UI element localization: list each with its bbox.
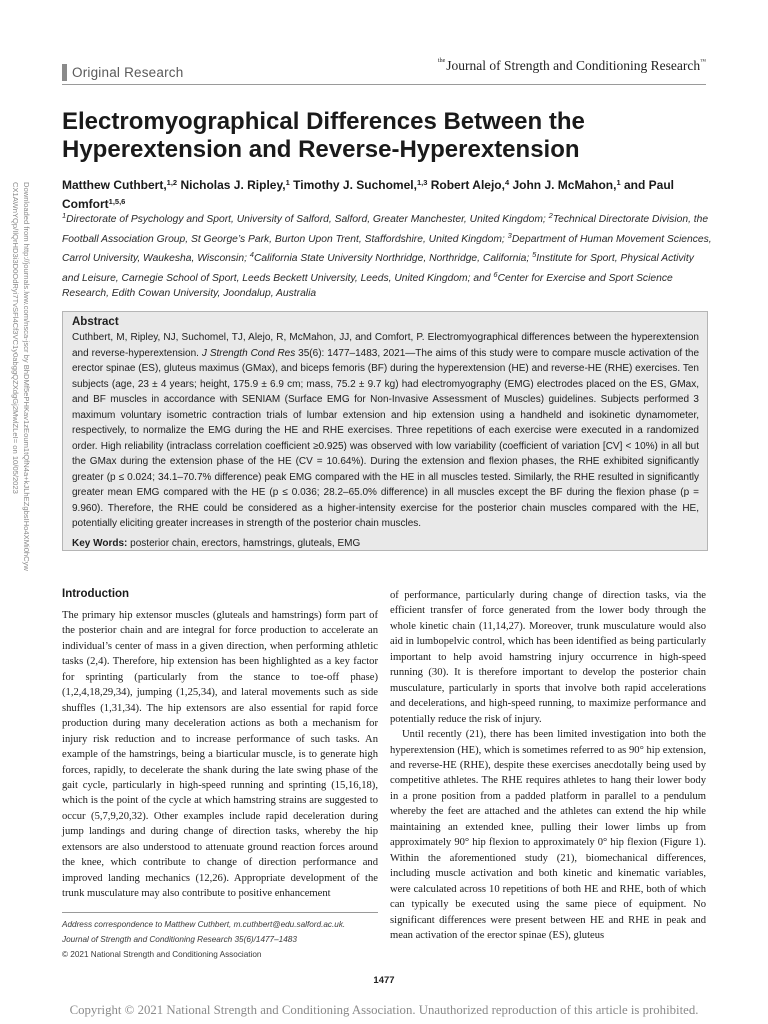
author-name: Robert Alejo, — [430, 178, 505, 192]
journal-trademark: ™ — [700, 59, 706, 65]
author-name: John J. McMahon, — [512, 178, 617, 192]
abstract-text: 35(6): 1477–1483, 2021—The aims of this study were to compare muscle activation of the erector spinae (ES), gluteus maximus (GMax), and biceps femoris (BF) during the hyperextension (HE) and reverse-HE (RHE) exercises. Ten subjects (age, 23 ± 4 years; height, 175.9 ± 6.9 cm; mass, 75.2 ± 9.7 kg) had electromyography (EMG) electrodes placed on the ES, GMax, and BF muscles in accordance with SENIAM (Surface EMG for Non-Invasive Assessment of Muscles) guidelines. Subjects performed 3 maximum voluntary isometric contraction trials of lumbar extension and hip extension using a handheld and isokinetic dynamometer, respectively, to normalize the EMG during the HE and RHE exercises. Three repetitions of each exercise were executed in a randomized order. High reliability (intraclass correlation coefficient ≥0.925) was observed with low variability (coefficient of variation [CV] < 10%) in all but the GMax during the extension phase of the HE (CV = 10.64%). During the extension and flexion phases, the RHE exhibited significantly greater (p ≤ 0.024; 34.1–70.7% difference) peak EMG compared with the HE in all muscles tested. Similarly, the RHE resulted in significantly greater mean EMG compared with the HE (p ≤ 0.036; 28.2–65.0% difference) in all muscles except the BF during the flexion phase (p = 9.960). Therefore, the RHE could be considered as a higher-intensity exercise for the posterior chain muscles compared with the HE, potentially eliciting greater increases in strength of the posterior chain muscles. — [72, 347, 700, 529]
author-list — [62, 175, 712, 212]
affil-number: 3 — [507, 230, 512, 240]
journal-reference: Journal of Strength and Conditioning Research 35(6)/1477–1483 — [62, 935, 297, 944]
affil-number: 5 — [532, 250, 537, 260]
section-label: Original Research — [72, 65, 184, 80]
intro-paragraph-2: Until recently (21), there has been limited investigation into both the hyperextension (HE), which is sometimes referred to as 90° hip extension, and reverse-HE (RHE), despite these exercises anecdotally being used by competitive athletes. The RHE requires athletes to hang their lower body in a prone position from a padded platform in parallel to a pendulum whereby the feet are attached and the athletes can extend the hip while maintaining an extended knee, pulling their lower limbs up from approximately 90° hip flexion to approximately 0° hip flexion (Figure 1). Within the aforementioned study (21), biomechanical differences, including muscle activation and both kinetic and kinematic variables, were calculated across 10 repetitions of both HE and RHE, both of which can typically be executed using the same piece of equipment. No significant differences were present between HE and RHE in peak and mean activation of the erector spinae (ES), gluteus — [390, 729, 706, 941]
author-affil-ref: 1 — [285, 178, 290, 187]
affil-text: Directorate of Psychology and Sport, University of Salford, Salford, Greater Manchester, United Kingdom; — [66, 214, 549, 225]
keywords — [72, 536, 699, 552]
author-name: and Paul Comfort — [62, 178, 675, 211]
intro-paragraph-1: The primary hip extensor muscles (gluteals and hamstrings) form part of the posterior chain and are integral for force production to accelerate an individual’s center of mass in a given direction, when performing athletic tasks (2,4). Therefore, hip extension has been highlighted as a key factor for sprinting (particularly from the stance to toe-off phase) (1,2,4,18,29,34), jumping (1,25,34), and lateral movements such as side shuffles (1,31,34). The hip extensors are also essential for rapid force production during many deceleration actions as both a mechanism for injury risk reduction and to increase performance of such tasks. An example of the hamstrings, being a biarticular muscle, is to generate high forces, rapidly, to decelerate the shank during the late swing phase of the gait cycle, particularly in high-speed running and sprinting (15,16,18), which is the point of the cycle at which hamstring strains are suggested to occur (5,7,9,20,32). Other examples include rapid deceleration during jump landings and during change of direction tasks, whereby the hip extensors are also understood to attenuate ground reaction forces around the knee, which contribute to change of direction performance and improved landing mechanics (12,26). Appropriate development of the trunk musculature may also contribute to positive enhancement — [62, 610, 378, 900]
abstract-body — [72, 330, 699, 532]
section-tag — [62, 64, 183, 81]
abstract-citation: Cuthbert, M, Ripley, NJ, Suchomel, TJ, Alejo, R, McMahon, JJ, and Comfort, P. Electromyographical differences between the hyperextension and reverse-hyperextension. — [72, 332, 699, 359]
abstract-journal-abbrev: J Strength Cond Res — [201, 347, 296, 359]
affiliations — [62, 208, 712, 302]
abstract-box — [62, 311, 708, 551]
column-left — [62, 588, 378, 902]
journal-name — [438, 58, 706, 74]
bottom-copyright: Copyright © 2021 National Strength and Conditioning Association. Unauthorized reproduction of this article is prohibited. — [69, 1003, 699, 1017]
affil-text: Department of Human Movement Sciences, Carrol University, Waukesha, Wisconsin; — [62, 233, 712, 265]
copyright-note: © 2021 National Strength and Conditioning Association — [62, 950, 262, 959]
affil-number: 1 — [62, 211, 67, 220]
download-note — [8, 182, 34, 652]
keywords-list: posterior chain, erectors, hamstrings, gluteals, EMG — [127, 537, 361, 549]
keywords-label: Key Words: — [72, 537, 128, 549]
author-affil-ref: 1,2 — [166, 178, 178, 187]
author-name: Timothy J. Suchomel, — [293, 178, 417, 192]
affil-number: 2 — [548, 211, 553, 220]
author-name: Nicholas J. Ripley, — [180, 178, 286, 192]
author-name: Matthew Cuthbert, — [62, 178, 167, 192]
affil-text: Technical Directorate Division, the Football Association Group, St George’s Park, Burton Upon Trent, Staffordshire, United Kingdom; — [62, 214, 709, 245]
author-affil-ref: 1,3 — [416, 178, 428, 187]
journal-prefix: the — [437, 58, 446, 64]
author-affil-ref: 1 — [616, 178, 621, 187]
affil-text: California State University Northridge, Northridge, California; — [253, 253, 533, 265]
page-number: 1477 — [373, 975, 395, 986]
affil-text: Center for Exercise and Sport Science Research, Edith Cowan University, Joondalup, Australia — [62, 272, 673, 300]
article-title: Electromyographical Differences Between the Hyperextension and Reverse-Hyperextension — [62, 108, 585, 163]
author-affil-ref: 1,5,6 — [108, 196, 126, 206]
footnotes — [62, 912, 378, 962]
journal-title: Journal of Strength and Conditioning Research — [446, 58, 701, 73]
affil-number: 6 — [493, 269, 498, 279]
intro-paragraph-1-cont: of performance, particularly during change of direction tasks, via the efficient transfer of force generated from the lower body through the whole kinetic chain (11,14,27). Moreover, trunk musculature would also aid in lumbopelvic control, which has been identified as being particularly important to help avoid hamstring injury occurrence in high-speed running (30). It is therefore important to develop the posterior chain musculature, particularly in sports that involve both rapid accelerations and decelerations, and high-speed running, to maximize performance and potentially reduce the risk of injury. — [390, 590, 706, 725]
abstract-heading: Abstract — [72, 316, 119, 328]
section-tag-bar — [62, 64, 67, 81]
download-note-text: Downloaded from http://journals.lww.com/nsca-jscr by BhDMf5ePHKav1zEoum1tQfN4a+kJLhEZgbsIHo4XMi0hCyw CX1AWnYQp/IlQrHD3i3D0OdRyi7TvSFl4Cf3VC1y0abggQZXdgGj2MwlZLeI= on 10/05/2023 — [11, 182, 31, 571]
intro-heading: Introduction — [62, 588, 130, 600]
header-rule — [62, 84, 706, 85]
column-right — [390, 588, 706, 943]
affil-text: Institute for Sport, Physical Activity and Leisure, Carnegie School of Sport, Leeds Beckett University, Leeds, United Kingdom; and — [62, 253, 694, 284]
author-affil-ref: 4 — [504, 178, 510, 187]
correspondence-note: Address correspondence to Matthew Cuthbert, m.cuthbert@edu.salford.ac.uk. — [62, 920, 346, 929]
affil-number: 4 — [249, 250, 254, 260]
